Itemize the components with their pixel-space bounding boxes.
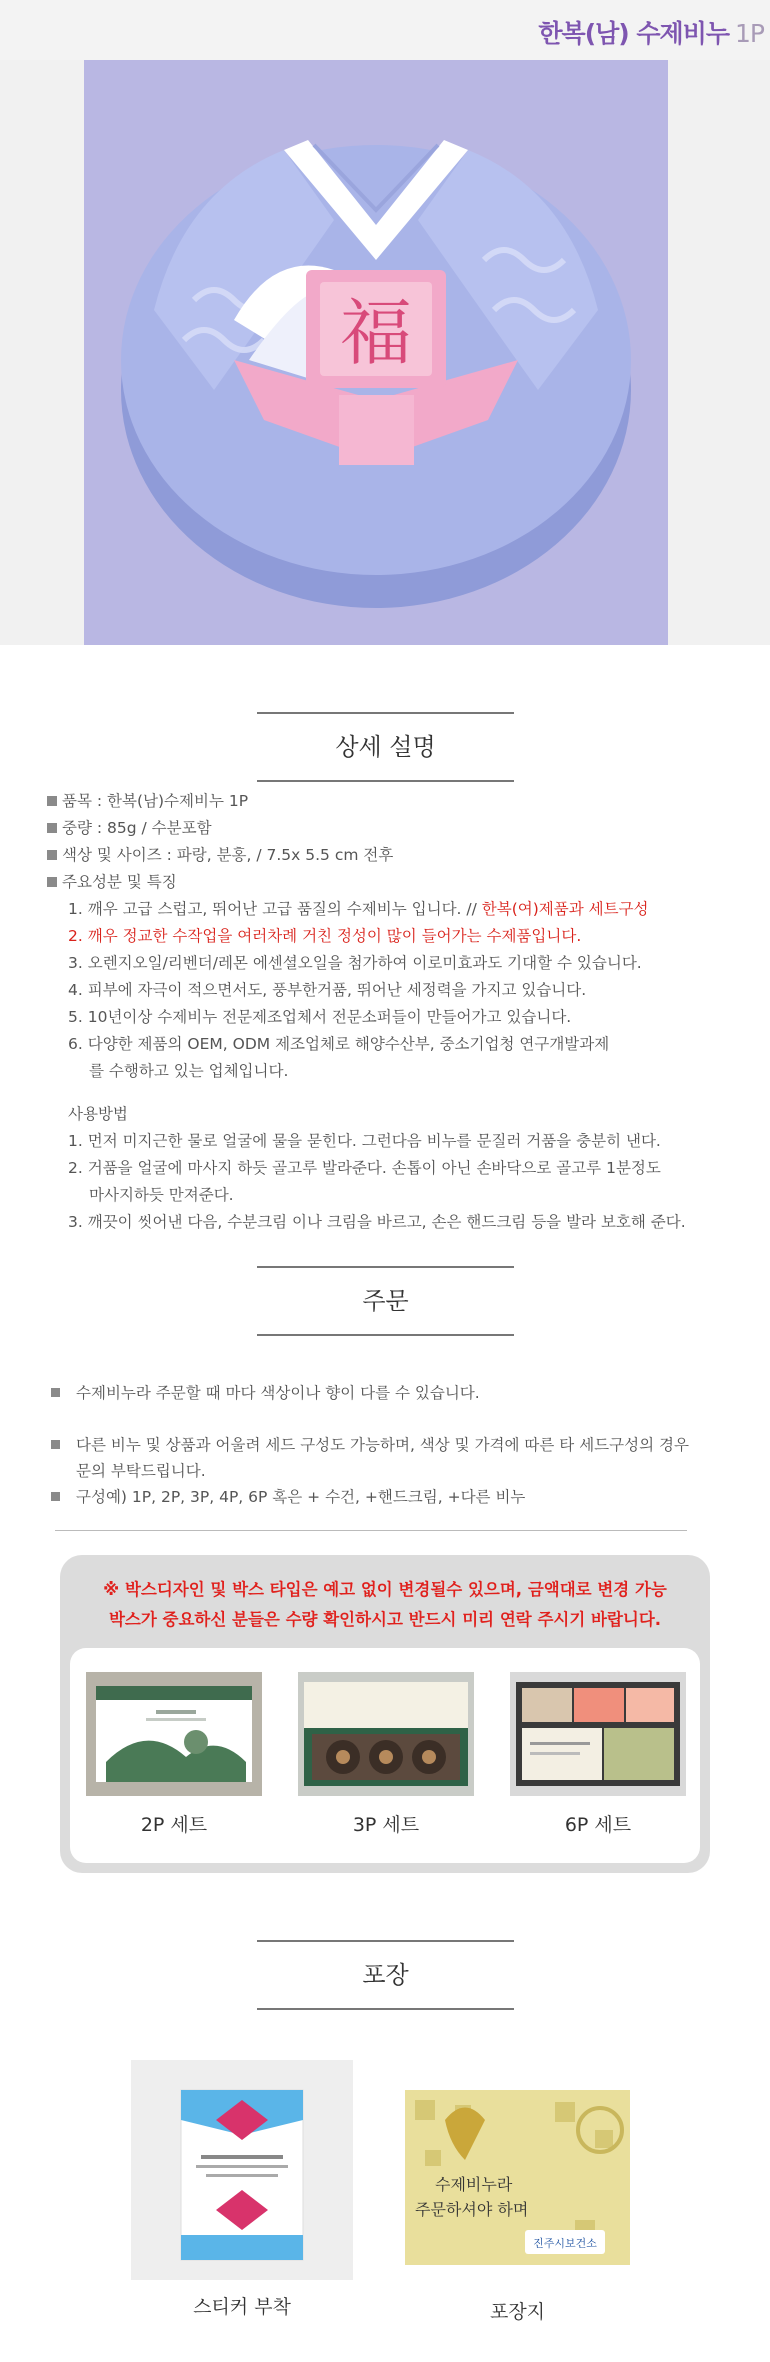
- hero-image: [0, 60, 770, 645]
- usage-2-cont: 마사지하듯 만져준다.: [89, 1186, 234, 1204]
- order-note-2-cont: 문의 부탁드립니다.: [76, 1462, 206, 1480]
- section-heading-order-text: 주문: [362, 1287, 409, 1315]
- spec-color-size-text: 색상 및 사이즈 : 파랑, 분홍, / 7.5x 5.5 cm 전후: [62, 846, 394, 864]
- bullet-icon: [47, 823, 57, 833]
- feature-5: 5. 10년이상 수제비누 전문제조업체서 전문소퍼들이 만들어가고 있습니다.: [68, 1008, 572, 1026]
- set-2p-label: 2P 세트: [140, 1814, 208, 1836]
- feature-6: 6. 다양한 제품의 OEM, ODM 제조업체로 해양수산부, 중소기업청 연구개발과제: [68, 1035, 610, 1053]
- title-sub: 1P: [735, 19, 764, 48]
- section-heading-packaging: [257, 1940, 514, 2010]
- set-3p-label: 3P 세트: [352, 1814, 420, 1836]
- spec-item-text: 품목 : 한복(남)수제비누 1P: [62, 792, 249, 810]
- feature-1: [46, 896, 736, 923]
- bullet-icon: [47, 877, 57, 887]
- bullet-icon: [51, 1440, 60, 1449]
- bullet-icon: [47, 850, 57, 860]
- feature-1-highlight: 한복(여)제품과 세트구성: [481, 900, 649, 918]
- order-note-3-text: 구성예) 1P, 2P, 3P, 4P, 6P 혹은 + 수건, +핸드크림, +다른 비누: [76, 1488, 526, 1506]
- order-note-1-text: 수제비누라 주문할 때 마다 색상이나 향이 다를 수 있습니다.: [76, 1384, 480, 1402]
- bullet-icon: [51, 1492, 60, 1501]
- bullet-icon: [47, 796, 57, 806]
- usage-2: 2. 거품을 얼굴에 마사지 하듯 골고루 발라준다. 손톱이 아닌 손바닥으로 골고루 1분정도: [68, 1159, 661, 1177]
- usage-1: 1. 먼저 미지근한 물로 얼굴에 물을 묻힌다. 그런다음 비누를 문질러 거품을 충분히 낸다.: [68, 1132, 661, 1150]
- set-3p-image: [298, 1672, 474, 1796]
- pack-wrap-label: 포장지: [489, 2301, 546, 2323]
- spec-weight-text: 중량 : 85g / 수분포함: [62, 819, 212, 837]
- title-bar: [0, 0, 770, 60]
- spec-color-size: [46, 842, 736, 869]
- page-title: [538, 14, 764, 50]
- set-6p-label: 6P 세트: [564, 1814, 632, 1836]
- notice-line-1: ※ 박스디자인 및 박스 타입은 예고 없이 변경될수 있으며, 금액대로 변경 가능: [103, 1580, 667, 1599]
- order-note-3: [46, 1484, 736, 1510]
- pack-sticker-image: [131, 2060, 353, 2280]
- pack-wrap-image: [405, 2090, 630, 2265]
- spec-ingredients-text: 주요성분 및 특징: [62, 873, 177, 891]
- spec-ingredients: [46, 869, 736, 896]
- section-heading-order: [257, 1266, 514, 1336]
- box-notice: [60, 1575, 710, 1635]
- section-heading-packaging-text: 포장: [362, 1961, 409, 1989]
- wrap-text-2: 주문하셔야 하며: [415, 2200, 529, 2219]
- pack-sticker-label: 스티커 부착: [193, 2296, 291, 2318]
- divider: [55, 1530, 687, 1531]
- feature-4: 4. 피부에 자극이 적으면서도, 풍부한거품, 뛰어난 세정력을 가지고 있습니다.: [68, 981, 587, 999]
- bok-character: 福: [339, 291, 413, 375]
- spec-list: [46, 788, 736, 1236]
- set-6p-image: [510, 1672, 686, 1796]
- hanbok-soap-illustration: [84, 60, 668, 645]
- order-note-2: [46, 1432, 736, 1458]
- spec-weight: [46, 815, 736, 842]
- order-note-2-text: 다른 비누 및 상품과 어울려 세드 구성도 가능하며, 색상 및 가격에 따른 타 세드구성의 경우: [76, 1436, 689, 1454]
- section-heading-detail: [257, 712, 514, 782]
- order-notes: [46, 1380, 736, 1510]
- set-3p: [298, 1672, 474, 1837]
- order-note-1: [46, 1380, 736, 1406]
- notice-line-2: 박스가 중요하신 분들은 수량 확인하시고 반드시 미리 연락 주시기 바랍니다.: [108, 1610, 662, 1629]
- set-2p: [86, 1672, 262, 1837]
- feature-1-text: 1. 깨우 고급 스럽고, 뛰어난 고급 품질의 수제비누 입니다. //: [68, 900, 482, 918]
- feature-3: 3. 오렌지오일/리벤더/레몬 에센셜오일을 첨가하여 이로미효과도 기대할 수 있습니다.: [68, 954, 642, 972]
- usage-title: 사용방법: [68, 1105, 128, 1123]
- set-2p-image: [86, 1672, 262, 1796]
- pack-sticker: [131, 2060, 353, 2319]
- set-6p: [510, 1672, 686, 1837]
- pack-wrap: [405, 2090, 630, 2324]
- spec-item: [46, 788, 736, 815]
- wrap-badge: 진주시보건소: [533, 2237, 597, 2250]
- feature-6-cont: 를 수행하고 있는 업체입니다.: [89, 1062, 289, 1080]
- bullet-icon: [51, 1388, 60, 1397]
- feature-2: 2. 깨우 정교한 수작업을 여러차례 거친 정성이 많이 들어가는 수제품입니다.: [68, 927, 582, 945]
- section-heading-detail-text: 상세 설명: [335, 733, 436, 761]
- wrap-text-1: 수제비누라: [435, 2175, 513, 2194]
- usage-3: 3. 깨끗이 씻어낸 다음, 수분크림 이나 크림을 바르고, 손은 핸드크림 등을 발라 보호해 준다.: [68, 1213, 686, 1231]
- title-main: 한복(남) 수제비누: [538, 19, 730, 48]
